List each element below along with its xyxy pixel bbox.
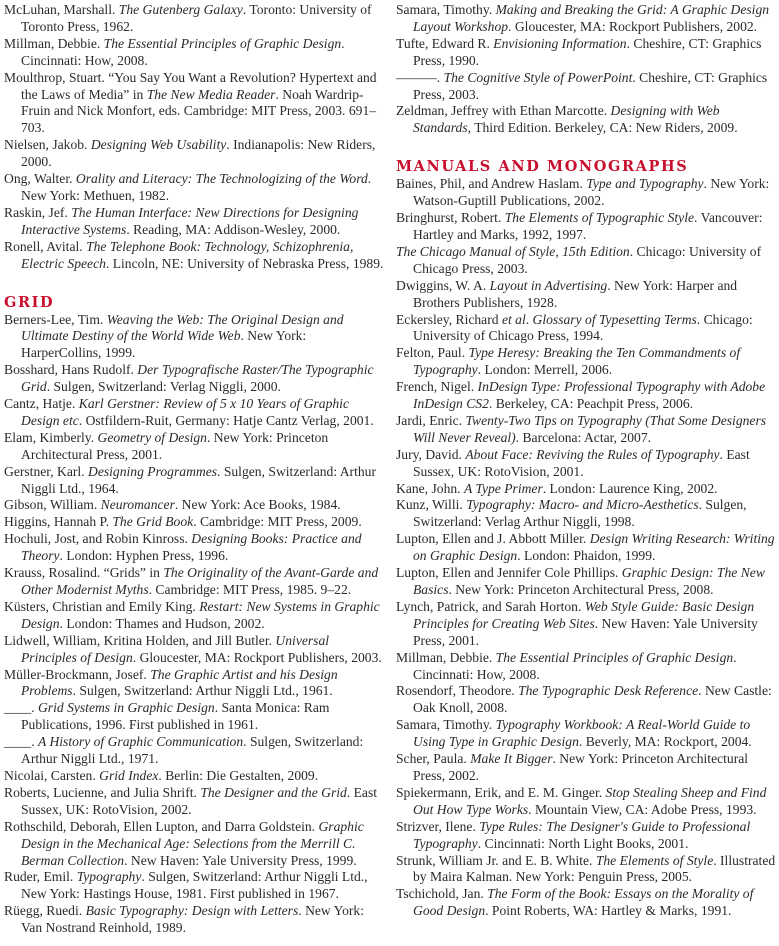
entry-text: . Sulgen, Switzerland: Verlag Niggli, 2000. xyxy=(46,379,281,395)
entry-text: . New Haven: Yale University Press, 1999. xyxy=(124,852,357,868)
entry-text: Lupton, Ellen and J. Abbott Miller. xyxy=(396,531,590,547)
entry-text: Higgins, Hannah P. xyxy=(4,514,113,530)
entry-title: Envisioning Information xyxy=(493,35,627,51)
entry-text: . Cambridge: MIT Press, 1985. 9–22. xyxy=(148,582,352,597)
bibliography-entry xyxy=(4,497,386,514)
bibliography-entry xyxy=(396,717,777,751)
entry-title: The Essential Principles of Graphic Design xyxy=(103,35,342,51)
entry-title: Designing Web Usability xyxy=(90,137,227,153)
right-column xyxy=(396,2,777,920)
entry-text: Lupton, Ellen and Jennifer Cole Phillips. xyxy=(396,565,622,581)
entry-text: . Chicago: University of Chicago Press, 1994. xyxy=(413,311,753,344)
entry-text: . London: Thames and Hudson, 2002. xyxy=(59,615,265,631)
entry-text: . Cincinnati: North Light Books, 2001. xyxy=(477,835,689,851)
entry-text: Rosendorf, Theodore. xyxy=(396,683,519,699)
bibliography-entry xyxy=(396,2,777,36)
entry-text: . New York: Van Nostrand Reinhold, 1989. xyxy=(21,903,364,936)
entry-title: Grid Index xyxy=(99,767,159,783)
bibliography-entry xyxy=(396,853,777,887)
entry-text: Tschichold, Jan. xyxy=(396,886,488,902)
entry-text: Samara, Timothy. xyxy=(396,2,496,17)
bibliography-entry xyxy=(396,481,777,498)
entry-text: Roberts, Lucienne, and Julia Shrift. xyxy=(4,784,201,800)
entry-text: Elam, Kimberly. xyxy=(4,429,98,445)
bibliography-list-grid xyxy=(4,312,386,938)
entry-title: Restart: New Systems in Graphic Design xyxy=(21,598,380,631)
bibliography-entry xyxy=(4,869,386,903)
bibliography-entry xyxy=(4,70,386,138)
entry-text: . New York: Harper and Brothers Publishers, 1928. xyxy=(413,277,738,310)
entry-text: . Illustrated by Maira Kalman. New York: Penguin Press, 2005. xyxy=(413,852,776,885)
entry-title: Designing Programmes xyxy=(88,463,218,479)
bibliography-entry xyxy=(4,819,386,870)
bibliography-entry xyxy=(396,312,777,346)
entry-text: . New Haven: Yale University Press, 2001. xyxy=(413,615,758,648)
entry-title: Der Typografische Raster/The Typographic Grid xyxy=(21,362,374,395)
entry-text: . New Castle: Oak Knoll, 2008. xyxy=(413,683,772,716)
entry-title: The New Media Reader xyxy=(146,86,276,102)
entry-text: . Reading, MA: Addison-Wesley, 2000. xyxy=(126,221,341,237)
entry-text: . Gloucester, MA: Rockport Publishers, 2003. xyxy=(132,649,382,665)
entry-text: . Berkeley, CA: Peachpit Press, 2006. xyxy=(488,396,694,412)
entry-text: Cantz, Hatje. xyxy=(4,396,79,412)
entry-text: Bosshard, Hans Rudolf. xyxy=(4,362,138,378)
entry-title: Type and Typography xyxy=(586,176,704,192)
bibliography-entry xyxy=(4,903,386,937)
section-heading-manuals-and-monographs: MANUALS AND MONOGRAPHS xyxy=(396,158,689,176)
entry-text: Krauss, Rosalind. “Grids” in xyxy=(4,565,164,581)
entry-text: . London: Phaidon, 1999. xyxy=(517,548,656,564)
entry-text: , Third Edition. Berkeley, CA: New Riders, 2009. xyxy=(467,120,738,136)
entry-text: . New York: Watson-Guptill Publications, 2002. xyxy=(413,176,770,209)
entry-title: Designing with Web Standards xyxy=(413,103,720,136)
entry-text: . Beverly, MA: Rockport, 2004. xyxy=(578,734,752,750)
bibliography-entry xyxy=(4,599,386,633)
entry-title: The Originality of the Avant-Garde and Other Modernist Myths xyxy=(21,565,379,597)
entry-text: . Sulgen, Switzerland: Arthur Niggli Ltd., New York: Hastings House, 1981. First published in 1967. xyxy=(21,869,368,902)
entry-title: Web Style Guide: Basic Design Principles for Creating Web Sites xyxy=(413,598,755,631)
entry-text: . Gloucester, MA: Rockport Publishers, 2002. xyxy=(508,18,758,34)
entry-text: . Point Roberts, WA: Hartley & Marks, 1991. xyxy=(485,903,732,919)
entry-text: . Sulgen, Switzerland: Arthur Niggli Ltd., 1964. xyxy=(21,463,376,496)
bibliography-entry xyxy=(396,176,777,210)
entry-text: Lynch, Patrick, and Sarah Horton. xyxy=(396,598,585,614)
entry-text: . Cheshire, CT: Graphics Press, 1990. xyxy=(413,35,762,68)
entry-title: Making and Breaking the Grid: A Graphic Design Layout Workshop xyxy=(413,2,770,34)
entry-title: The Graphic Artist and his Design Problems xyxy=(21,666,338,699)
entry-text: Ronell, Avital. xyxy=(4,238,87,254)
entry-title: Basic Typography: Design with Letters xyxy=(85,903,299,919)
bibliography-entry xyxy=(4,565,386,599)
entry-title: Universal Principles of Design xyxy=(21,632,330,665)
entry-text: Rüegg, Ruedi. xyxy=(4,903,86,919)
entry-text: . xyxy=(525,311,533,327)
entry-text: . Cincinnati: How, 2008. xyxy=(21,35,345,68)
entry-title: The Elements of Style xyxy=(595,852,714,868)
entry-text: . Cheshire, CT: Graphics Press, 2003. xyxy=(413,69,768,102)
entry-text: . Barcelona: Actar, 2007. xyxy=(515,429,652,445)
bibliography-entry xyxy=(4,2,386,36)
entry-text: . New York: HarperCollins, 1999. xyxy=(21,328,307,361)
entry-text: ____. xyxy=(4,734,38,750)
entry-title: Graphic Design: The New Basics xyxy=(413,565,765,597)
entry-title: The Typographic Desk Reference xyxy=(518,683,699,699)
entry-title: Neuromancer xyxy=(100,497,175,513)
entry-text: . Cambridge: MIT Press, 2009. xyxy=(193,514,362,530)
entry-text: . Cincinnati: How, 2008. xyxy=(413,649,737,682)
entry-title: The Form of the Book: Essays on the Morality of Good Design xyxy=(413,886,754,919)
entry-title: Twenty-Two Tips on Typography (That Some Designers Will Never Reveal) xyxy=(413,412,767,445)
entry-text: French, Nigel. xyxy=(396,379,478,395)
entry-title: Orality and Literacy: The Technologizing of the Word xyxy=(75,171,368,187)
entry-text: Felton, Paul. xyxy=(396,345,469,361)
entry-title: Karl Gerstner: Review of 5 x 10 Years of Graphic Design etc xyxy=(21,396,349,428)
bibliography-list-continued xyxy=(4,2,386,273)
entry-title: Make It Bigger xyxy=(470,751,553,767)
bibliography-entry xyxy=(396,70,777,104)
entry-text: Rothschild, Deborah, Ellen Lupton, and Darra Goldstein. xyxy=(4,818,319,834)
bibliography-entry xyxy=(396,751,777,785)
entry-title: Type Rules: The Designer's Guide to Professional Typography xyxy=(413,818,751,851)
entry-title: Designing Books: Practice and Theory xyxy=(21,531,362,564)
entry-title: A Type Primer xyxy=(463,480,543,496)
bibliography-entry xyxy=(4,312,386,363)
entry-title: Grid Systems in Graphic Design xyxy=(37,700,215,716)
bibliography-entry xyxy=(396,886,777,920)
entry-text: Spiekermann, Erik, and E. M. Ginger. xyxy=(396,784,606,800)
bibliography-entry xyxy=(396,379,777,413)
entry-title: The Elements of Typographic Style xyxy=(504,210,695,226)
bibliography-entry xyxy=(396,599,777,650)
entry-text: Nicolai, Carsten. xyxy=(4,767,100,783)
entry-title: Layout in Advertising xyxy=(489,277,608,293)
bibliography-entry xyxy=(396,819,777,853)
entry-text: . London: Laurence King, 2002. xyxy=(542,480,718,496)
entry-text: Gerstner, Karl. xyxy=(4,463,89,479)
entry-text: . Sulgen, Switzerland: Verlag Arthur Niggli, 1998. xyxy=(413,497,747,530)
entry-text: Dwiggins, W. A. xyxy=(396,277,490,293)
entry-title: The Grid Book xyxy=(112,514,194,530)
entry-text: ____. xyxy=(4,700,38,716)
bibliography-entry xyxy=(4,768,386,785)
entry-text: Eckersley, Richard xyxy=(396,311,502,327)
bibliography-entry xyxy=(396,565,777,599)
bibliography-entry xyxy=(4,430,386,464)
entry-text: Kane, John. xyxy=(396,480,464,496)
entry-text: Müller-Brockmann, Josef. xyxy=(4,666,151,682)
entry-text: Millman, Debbie. xyxy=(396,649,496,665)
bibliography-entry xyxy=(396,650,777,684)
bibliography-entry xyxy=(4,667,386,701)
bibliography-entry xyxy=(396,497,777,531)
entry-text: Gibson, William. xyxy=(4,497,101,513)
bibliography-entry xyxy=(4,137,386,171)
entry-text: . Toronto: University of Toronto Press, 1962. xyxy=(21,2,372,34)
bibliography-entry xyxy=(4,531,386,565)
entry-title: Typography: Macro- and Micro-Aesthetics xyxy=(466,497,699,513)
entry-title: The Essential Principles of Graphic Design xyxy=(495,649,734,665)
bibliography-entry xyxy=(4,734,386,768)
entry-title: A History of Graphic Communication xyxy=(37,734,244,750)
entry-title: The Human Interface: New Directions for Designing Interactive Systems xyxy=(21,204,359,237)
bibliography-entry xyxy=(4,700,386,734)
bibliography-entry xyxy=(396,413,777,447)
bibliography-entry xyxy=(396,531,777,565)
bibliography-entry xyxy=(4,464,386,498)
bibliography-entry xyxy=(396,447,777,481)
entry-text: . Ostfildern-Ruit, Germany: Hatje Cantz Verlag, 2001. xyxy=(78,412,374,428)
entry-text: . Vancouver: Hartley and Marks, 1992, 1997. xyxy=(413,210,763,242)
entry-title: Weaving the Web: The Original Design and Ultimate Destiny of the World Wide Web xyxy=(21,311,344,344)
entry-text: Samara, Timothy. xyxy=(396,717,496,733)
entry-text: . East Sussex, UK: RotoVision, 2002. xyxy=(21,784,378,817)
entry-title: Type Heresy: Breaking the Ten Commandments of Typography xyxy=(413,345,741,378)
entry-title: The Designer and the Grid xyxy=(200,784,347,800)
bibliography-list-continued xyxy=(396,2,777,137)
entry-text: . New York: Princeton Architectural Press, 2002. xyxy=(413,751,749,783)
entry-text: Lidwell, William, Kritina Holden, and Jill Butler. xyxy=(4,632,276,648)
entry-text: Küsters, Christian and Emily King. xyxy=(4,598,200,614)
entry-text: . New York: Princeton Architectural Press, 2008. xyxy=(448,582,714,597)
bibliography-entry xyxy=(396,278,777,312)
section-heading-grid: GRID xyxy=(4,293,55,311)
entry-text: Baines, Phil, and Andrew Haslam. xyxy=(396,176,587,192)
bibliography-entry xyxy=(4,514,386,531)
entry-text: Nielsen, Jakob. xyxy=(4,137,91,153)
entry-text: . New York: Methuen, 1982. xyxy=(21,171,372,203)
entry-text: Ruder, Emil. xyxy=(4,869,77,885)
entry-text: McLuhan, Marshall. xyxy=(4,2,119,17)
bibliography-entry xyxy=(396,244,777,278)
entry-text: Millman, Debbie. xyxy=(4,35,104,51)
entry-text: . Sulgen, Switzerland: Arthur Niggli Ltd., 1971. xyxy=(21,734,364,767)
entry-text: . Chicago: University of Chicago Press, 2003. xyxy=(413,243,762,276)
entry-text: ———. xyxy=(396,69,444,85)
bibliography-entry xyxy=(396,36,777,70)
entry-text: . New York: Ace Books, 1984. xyxy=(174,497,341,513)
entry-title: The Cognitive Style of PowerPoint xyxy=(443,69,633,85)
entry-title: The Chicago Manual of Style, 15th Edition xyxy=(396,243,630,259)
bibliography-entry xyxy=(4,36,386,70)
left-column xyxy=(4,2,386,937)
entry-text: Strizver, Ilene. xyxy=(396,818,480,834)
bibliography-entry xyxy=(396,785,777,819)
entry-text: Berners-Lee, Tim. xyxy=(4,311,107,327)
entry-text: Jardi, Enric. xyxy=(396,412,466,428)
bibliography-list-manuals xyxy=(396,176,777,920)
entry-title: InDesign Type: Professional Typography with Adobe InDesign CS2 xyxy=(413,379,766,412)
entry-text: Kunz, Willi. xyxy=(396,497,467,513)
entry-text: . Berlin: Die Gestalten, 2009. xyxy=(158,767,319,783)
bibliography-entry xyxy=(4,205,386,239)
entry-text: . Noah Wardrip-Fruin and Nick Monfort, eds. Cambridge: MIT Press, 2003. 691–703. xyxy=(21,86,377,136)
entry-title: Glossary of Typesetting Terms xyxy=(532,311,697,327)
entry-text: . London: Merrell, 2006. xyxy=(477,362,613,378)
entry-title: Typography xyxy=(76,869,142,885)
entry-text: . East Sussex, UK: RotoVision, 2001. xyxy=(413,446,750,479)
entry-title: Stop Stealing Sheep and Find Out How Type Works xyxy=(413,784,767,817)
entry-text: Ong, Walter. xyxy=(4,171,76,187)
entry-text: Raskin, Jef. xyxy=(4,204,72,220)
entry-title: et al xyxy=(501,311,526,327)
entry-title: Typography Workbook: A Real-World Guide to Using Type in Graphic Design xyxy=(413,717,751,750)
entry-text: . Santa Monica: Ram Publications, 1996. First published in 1961. xyxy=(21,700,330,733)
entry-title: The Telephone Book: Technology, Schizophrenia, Electric Speech xyxy=(21,238,354,271)
entry-text: . London: Hyphen Press, 1996. xyxy=(59,548,229,564)
entry-text: Zeldman, Jeffrey with Ethan Marcotte. xyxy=(396,103,611,119)
entry-title: Design Writing Research: Writing on Graphic Design xyxy=(413,531,775,564)
entry-text: Strunk, William Jr. and E. B. White. xyxy=(396,852,596,868)
bibliography-entry xyxy=(396,103,777,137)
entry-text: Hochuli, Jost, and Robin Kinross. xyxy=(4,531,192,547)
entry-text: . Lincoln, NE: University of Nebraska Press, 1989. xyxy=(105,255,384,271)
entry-title: Graphic Design in the Mechanical Age: Selections from the Merrill C. Berman Collection xyxy=(21,818,364,868)
bibliography-entry xyxy=(396,345,777,379)
entry-text: Moulthrop, Stuart. “You Say You Want a Revolution? Hypertext and the Laws of Media” in xyxy=(4,69,377,102)
entry-text: Tufte, Edward R. xyxy=(396,35,494,51)
entry-title: Geometry of Design xyxy=(97,429,207,445)
bibliography-entry xyxy=(4,239,386,273)
entry-text: Scher, Paula. xyxy=(396,751,471,767)
bibliography-entry xyxy=(396,683,777,717)
bibliography-entry xyxy=(4,785,386,819)
bibliography-entry xyxy=(4,396,386,430)
entry-title: The Gutenberg Galaxy xyxy=(118,2,243,17)
entry-text: . Sulgen, Switzerland: Arthur Niggli Ltd., 1961. xyxy=(72,683,333,699)
entry-text: . New York: Princeton Architectural Press, 2001. xyxy=(21,429,329,462)
bibliography-entry xyxy=(4,633,386,667)
bibliography-entry xyxy=(396,210,777,244)
entry-text: . Mountain View, CA: Adobe Press, 1993. xyxy=(528,801,757,817)
entry-title: About Face: Reviving the Rules of Typography xyxy=(465,446,720,462)
entry-text: Bringhurst, Robert. xyxy=(396,210,505,226)
entry-text: Jury, David. xyxy=(396,446,466,462)
bibliography-entry xyxy=(4,362,386,396)
bibliography-entry xyxy=(4,171,386,205)
entry-text: . Indianapolis: New Riders, 2000. xyxy=(21,137,376,170)
